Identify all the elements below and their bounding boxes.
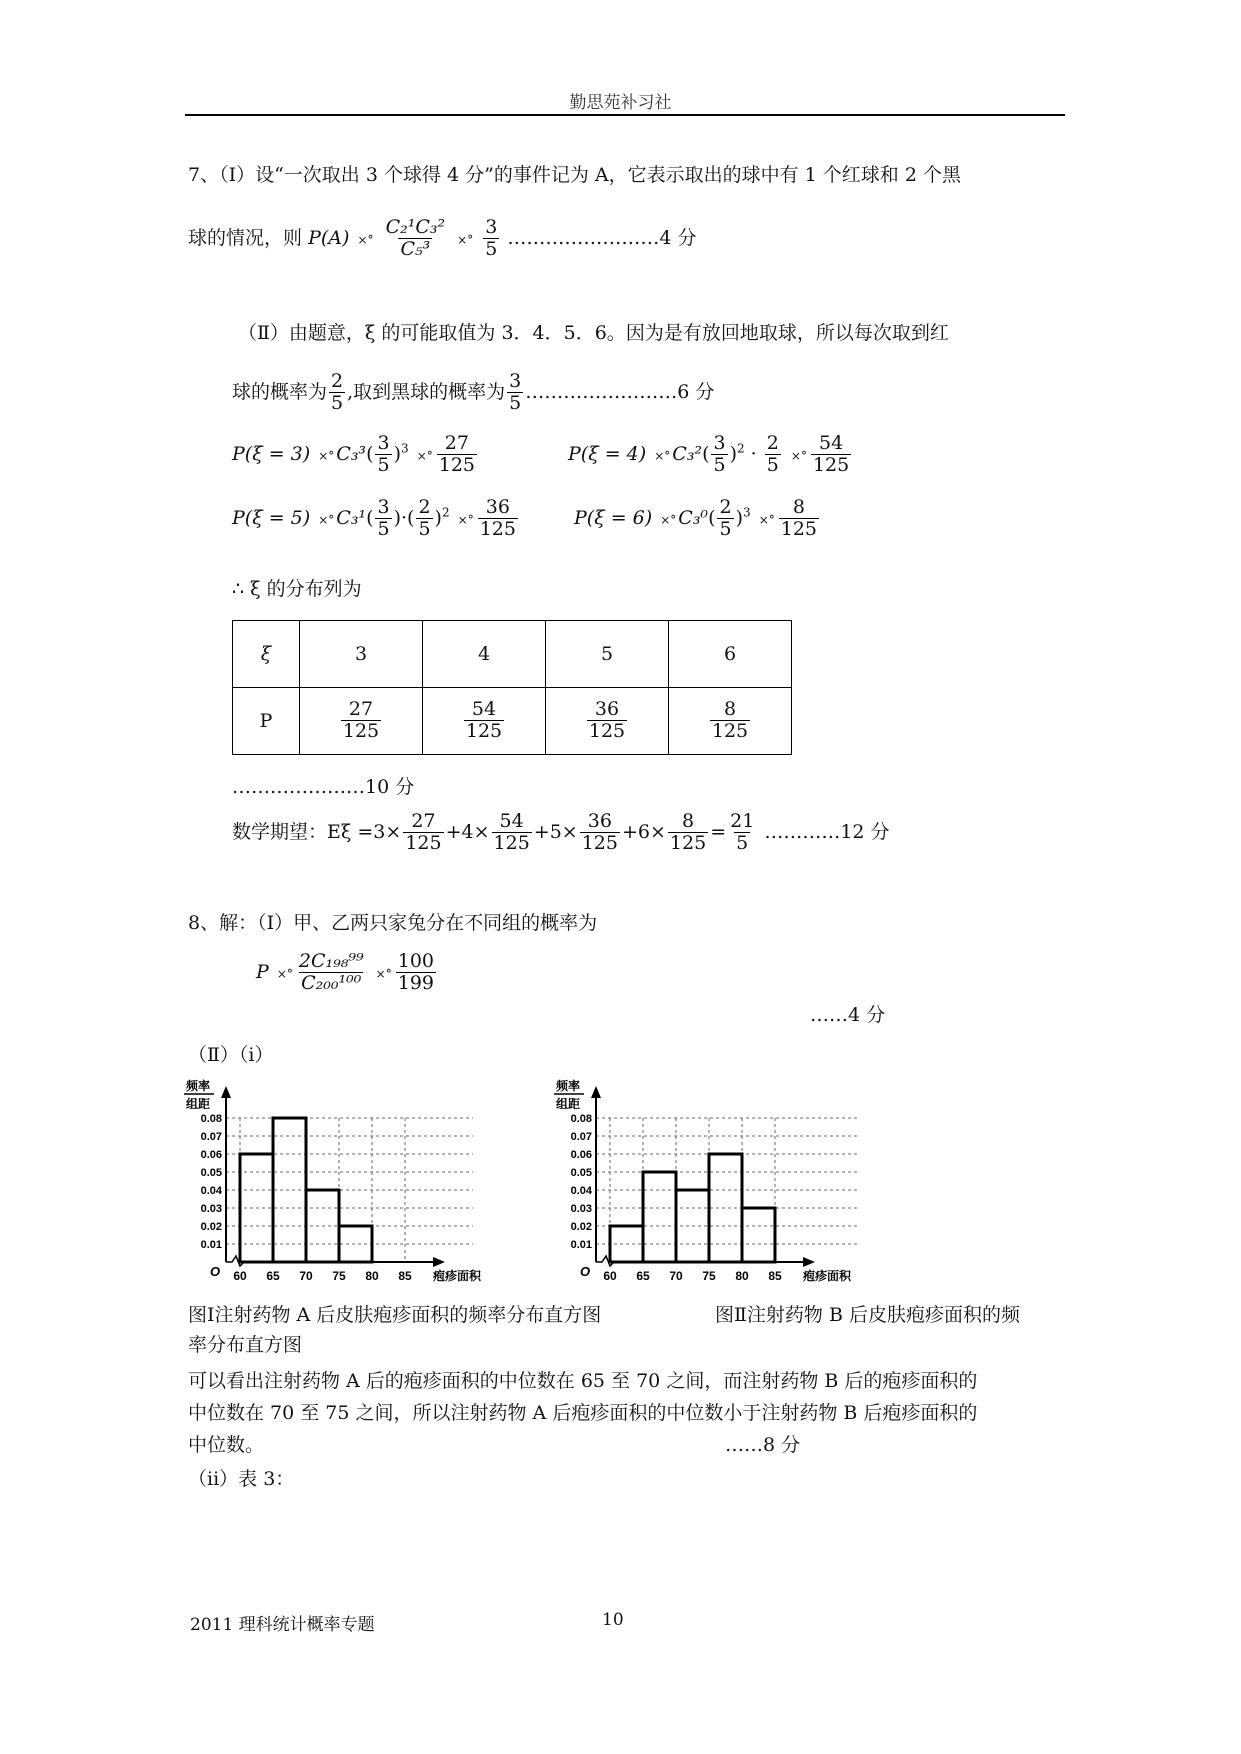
page-header: 勤思苑补习社 — [569, 93, 672, 113]
equals-glyph: ×° — [375, 966, 392, 981]
table-value: 5 — [546, 621, 669, 688]
y-axis-arrow — [591, 1086, 601, 1098]
histogram-bar — [643, 1172, 676, 1262]
equals-glyph: ×° — [416, 448, 433, 463]
histogram-bar — [709, 1154, 742, 1262]
table-head-p: P — [233, 688, 300, 755]
table-prob: $\frac{27}{125}$ — [300, 688, 423, 755]
q8-den: C₂₀₀¹⁰⁰ — [301, 971, 362, 994]
y-tick-label: 0.05 — [200, 1167, 222, 1179]
equals-glyph: ×° — [457, 232, 474, 247]
header-rule — [185, 114, 1065, 116]
y-tick-label: 0.04 — [570, 1185, 592, 1197]
origin-label: O — [580, 1264, 591, 1279]
eq4-lhs: P(ξ = 4) — [568, 442, 647, 465]
eq5-result — [478, 498, 518, 540]
y-tick-label: 0.08 — [570, 1113, 592, 1125]
eq3-lhs: P(ξ = 3) — [232, 442, 311, 465]
eq4-result — [811, 434, 851, 476]
q7-part2-score: ……………………6 分 — [525, 380, 715, 403]
table-head-xi: ξ — [233, 621, 300, 688]
x-tick-label: 80 — [735, 1269, 749, 1283]
x-tick-label: 65 — [266, 1269, 280, 1283]
equals-glyph: ×° — [790, 448, 807, 463]
pa-symbol: P(A) — [308, 226, 350, 249]
pa-result-numerator: 3 — [485, 216, 498, 238]
eq3-res-den: 125 — [438, 453, 476, 476]
x-tick-label: 75 — [332, 1269, 346, 1283]
histogram-bar — [742, 1208, 775, 1262]
x-axis-label: 疱疹面积 — [803, 1269, 852, 1283]
table-prob: $\frac{8}{125}$ — [669, 688, 792, 755]
q8-p: P — [256, 960, 269, 983]
eq5-frac2: $\frac{2}{5}$ — [418, 496, 431, 540]
footer-title: 2011 理科统计概率专题 — [190, 1615, 375, 1635]
exp-term4: $\frac{8}{125}$ — [669, 810, 707, 854]
eq3-res-num: 27 — [444, 432, 469, 454]
y-label-bottom: 组距 — [186, 1097, 211, 1111]
p-red-den: 5 — [331, 391, 344, 414]
q8-res-den: 199 — [397, 971, 434, 994]
pa-numerator: C₂¹C₃² — [385, 216, 446, 238]
caption-b: 图Ⅱ注射药物 B 后皮肤疱疹面积的频 — [715, 1304, 1020, 1326]
equals-glyph: ×° — [318, 448, 335, 463]
exp-term2: $\frac{54}{125}$ — [493, 810, 530, 854]
histogram-bar — [339, 1226, 372, 1262]
eq6-frac: $\frac{2}{5}$ — [719, 496, 732, 540]
x-tick-label: 75 — [702, 1269, 716, 1283]
x-tick-label: 65 — [636, 1269, 650, 1283]
y-tick-label: 0.03 — [200, 1203, 222, 1215]
exp-term1: $\frac{27}{125}$ — [405, 810, 442, 854]
y-axis-arrow — [221, 1086, 231, 1098]
eq3-comb: C₃³ — [336, 442, 367, 465]
q7-part2-text-a: 球的概率为 — [232, 380, 328, 403]
page-number: 10 — [602, 1610, 624, 1630]
expectation-line — [232, 812, 890, 854]
x-axis-label: 疱疹面积 — [433, 1269, 482, 1283]
equals-glyph: ×° — [318, 512, 335, 527]
paragraph-score: ……8 分 — [725, 1434, 801, 1456]
x-tick-label: 60 — [233, 1269, 247, 1283]
x-tick-label: 60 — [603, 1269, 617, 1283]
eq4-frac: $\frac{3}{5}$ — [713, 432, 726, 476]
q7-part2-line1: （Ⅱ）由题意，ξ 的可能取值为 3．4．5．6。因为是有放回地取球，所以每次取到红 — [238, 322, 949, 344]
exp-op3: +5× — [533, 820, 578, 843]
y-tick-label: 0.02 — [200, 1221, 222, 1233]
exp-score: …………12 分 — [764, 820, 890, 843]
eq3-frac: $\frac{3}{5}$ — [377, 432, 390, 476]
eq5-lhs: P(ξ = 5) — [232, 506, 311, 529]
pa-denominator: C₅³ — [400, 237, 431, 260]
eq-xi-5: P(ξ = 5) ×° C₃¹( $\frac{3}{5}$ )·( $\frac{2}{5}$ )$^2$ ×° $\frac{36}{125}$ — [232, 496, 516, 540]
p-black-den: 5 — [509, 391, 522, 414]
p-black-fraction — [507, 372, 523, 414]
eq6-res-num: 8 — [792, 496, 805, 518]
eq6-result — [779, 498, 819, 540]
caption-b-cont: 率分布直方图 — [188, 1334, 303, 1356]
q8-res-num: 100 — [397, 950, 434, 972]
q8-prob-eq — [256, 952, 438, 994]
exp-prefix: 数学期望：Eξ =3× — [232, 820, 402, 843]
eq5-frac: $\frac{3}{5}$ — [377, 496, 390, 540]
eq5-comb: C₃¹ — [336, 506, 367, 529]
y-tick-label: 0.06 — [570, 1149, 592, 1161]
x-tick-label: 70 — [669, 1269, 683, 1283]
q7-part2-text-b: ,取到黑球的概率为 — [347, 380, 506, 403]
distribution-table — [232, 620, 792, 755]
y-tick-label: 0.08 — [200, 1113, 222, 1125]
table-value: 3 — [300, 621, 423, 688]
pa-result — [483, 218, 499, 260]
equals-glyph: ×° — [660, 512, 677, 527]
table-value: 4 — [423, 621, 546, 688]
origin-label: O — [210, 1264, 221, 1279]
y-tick-label: 0.05 — [570, 1167, 592, 1179]
x-tick-label: 85 — [768, 1269, 782, 1283]
exp-term3: $\frac{36}{125}$ — [581, 810, 618, 854]
paragraph-line: 中位数。 — [188, 1434, 265, 1456]
table-prob: $\frac{36}{125}$ — [546, 688, 669, 755]
q8-result — [396, 952, 436, 994]
pa-result-denominator: 5 — [485, 237, 498, 260]
eq4-res-num: 54 — [819, 432, 844, 454]
table-row — [233, 621, 792, 688]
table-value: 6 — [669, 621, 792, 688]
q7-part1-prefix: 球的情况，则 — [188, 226, 303, 249]
eq5-res-den: 125 — [479, 517, 516, 540]
exp-op2: +4× — [445, 820, 490, 843]
q7-part1-line2 — [188, 218, 697, 260]
eq-xi-6: P(ξ = 6) ×° C₃⁰( $\frac{2}{5}$ )$^3$ ×° $\frac{8}{125}$ — [574, 496, 818, 540]
y-tick-label: 0.07 — [200, 1131, 222, 1143]
table-prob: $\frac{54}{125}$ — [423, 688, 546, 755]
eq3-result — [437, 434, 477, 476]
eq4-res-den: 125 — [812, 453, 850, 476]
eq-xi-4: P(ξ = 4) ×° C₃²( $\frac{3}{5}$ )$^2$ · $\frac{2}{5}$ ×° $\frac{54}{125}$ — [568, 432, 850, 476]
x-tick-label: 70 — [299, 1269, 313, 1283]
y-tick-label: 0.04 — [200, 1185, 222, 1197]
histogram-a — [178, 1076, 488, 1298]
exp-result: $\frac{21}{5}$ — [730, 810, 755, 854]
equals-glyph: ×° — [276, 966, 293, 981]
y-tick-label: 0.02 — [570, 1221, 592, 1233]
q8-line1: 8、解：（Ⅰ）甲、乙两只家兔分在不同组的概率为 — [188, 912, 598, 934]
x-axis-arrow — [433, 1257, 445, 1267]
p-black-num: 3 — [509, 370, 522, 392]
eq4-frac2: $\frac{2}{5}$ — [766, 432, 779, 476]
histogram-bar — [273, 1118, 306, 1262]
q7-part1-line1: 7、（Ⅰ）设“一次取出 3 个球得 4 分”的事件记为 A，它表示取出的球中有 1 个红球和 2 个黑 — [188, 164, 961, 186]
y-tick-label: 0.01 — [200, 1239, 222, 1251]
x-tick-label: 80 — [365, 1269, 379, 1283]
eq6-res-den: 125 — [780, 517, 818, 540]
equals-glyph: ×° — [457, 512, 474, 527]
equals-glyph: ×° — [357, 232, 374, 247]
y-tick-label: 0.01 — [570, 1239, 592, 1251]
y-tick-label: 0.06 — [200, 1149, 222, 1161]
q8-score: ……4 分 — [810, 1004, 886, 1026]
equals-glyph: ×° — [758, 512, 775, 527]
exp-eq: = — [710, 820, 727, 843]
eq5-res-num: 36 — [485, 496, 510, 518]
paragraph-line: 可以看出注射药物 A 后的疱疹面积的中位数在 65 至 70 之间，而注射药物 B 后的疱疹面积的 — [188, 1370, 978, 1392]
caption-a: 图Ⅰ注射药物 A 后皮肤疱疹面积的频率分布直方图 — [188, 1304, 602, 1326]
pa-fraction — [384, 218, 448, 260]
q8-frac — [297, 952, 366, 994]
eq6-comb: C₃⁰ — [678, 506, 709, 529]
y-label-top: 频率 — [556, 1079, 581, 1093]
eq-xi-3: P(ξ = 3) ×° C₃³( $\frac{3}{5}$ )$^3$ ×° $\frac{27}{125}$ — [232, 432, 476, 476]
x-axis-arrow — [803, 1257, 815, 1267]
equals-glyph: ×° — [654, 448, 671, 463]
table-score: …………………10 分 — [232, 776, 415, 798]
q7-part2-line2 — [232, 372, 714, 414]
y-label-top: 频率 — [186, 1079, 211, 1093]
p-red-fraction — [329, 372, 345, 414]
q8-num: 2C₁₉₈⁹⁹ — [298, 950, 364, 972]
y-tick-label: 0.03 — [570, 1203, 592, 1215]
q8-part3: （ii）表 3： — [188, 1468, 295, 1490]
y-tick-label: 0.07 — [570, 1131, 592, 1143]
dist-intro: ∴ ξ 的分布列为 — [232, 578, 362, 600]
eq6-lhs: P(ξ = 6) — [574, 506, 653, 529]
p-red-num: 2 — [331, 370, 344, 392]
table-row — [233, 688, 792, 755]
eq4-comb: C₃² — [672, 442, 703, 465]
x-tick-label: 85 — [398, 1269, 412, 1283]
histogram-b — [548, 1076, 888, 1298]
y-label-bottom: 组距 — [556, 1097, 581, 1111]
exp-op4: +6× — [621, 820, 666, 843]
paragraph-line: 中位数在 70 至 75 之间，所以注射药物 A 后疱疹面积的中位数小于注射药物 B 后疱疹面积的 — [188, 1402, 978, 1424]
pa-score: ……………………4 分 — [507, 226, 697, 249]
q8-part2: （Ⅱ）（i） — [188, 1044, 274, 1066]
